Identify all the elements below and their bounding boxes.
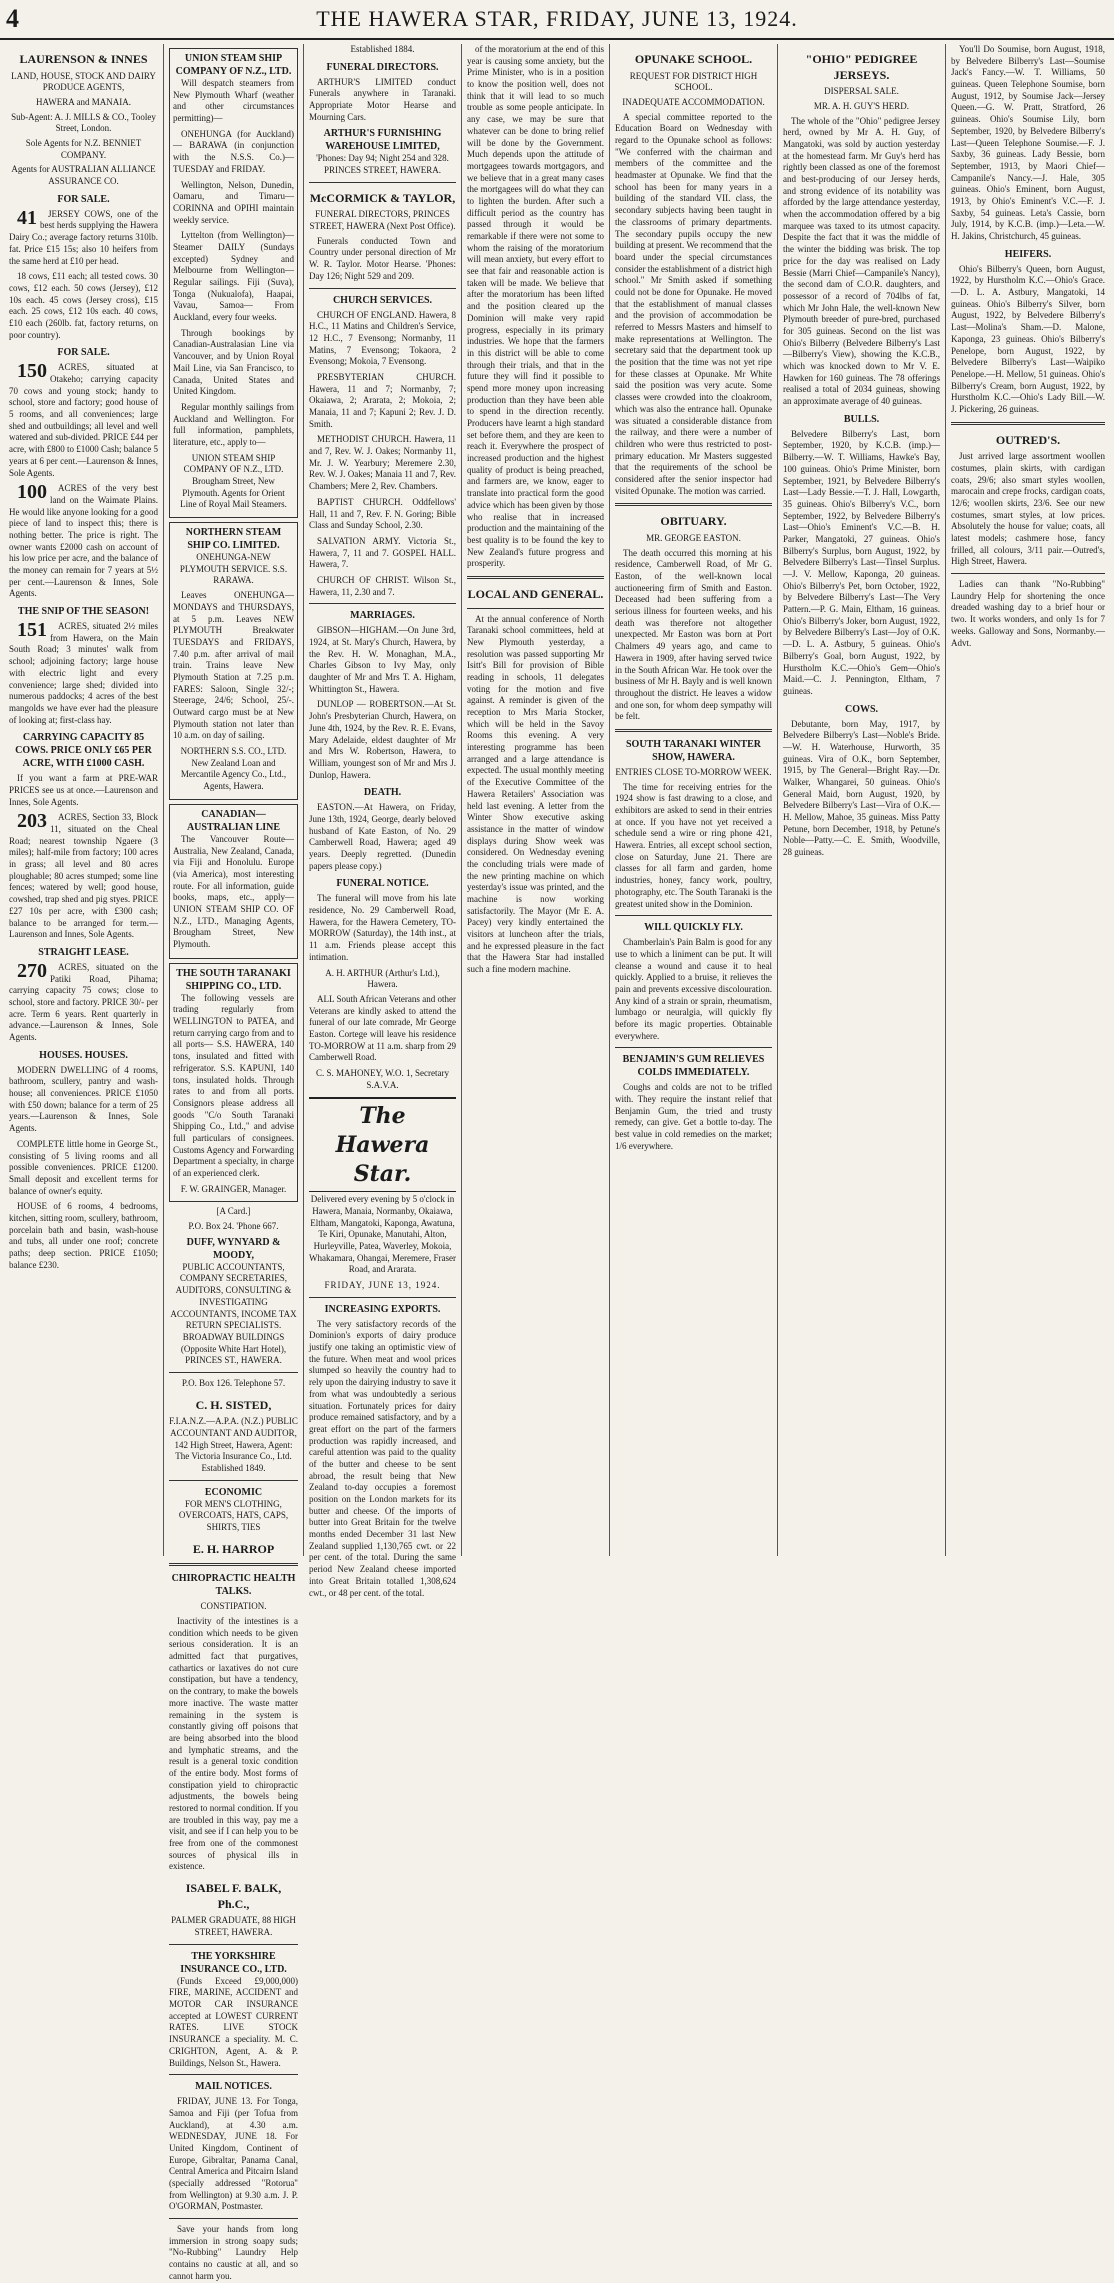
straight-lease-heading: STRAIGHT LEASE.	[38, 946, 129, 958]
divider	[169, 2074, 298, 2075]
ad-route: ONEHUNGA-NEW PLYMOUTH SERVICE. S.S. RARAWA.	[179, 552, 288, 586]
church-presbyterian: PRESBYTERIAN CHURCH. Hawera, 11 and 7; Normanby, 7; Okaiawa, 2; Ararata, 2; Mokoia, 2; Manaia, 11 and 7; Kapuni 2; Rev. J. D. Smith.	[309, 371, 456, 429]
arthurs-body: ARTHUR'S LIMITED conduct Funerals anywhere in Taranaki. Appropriate Motor Hearse and Mourning Cars.	[309, 76, 456, 122]
winter-show-subheading: ENTRIES CLOSE TO-MORROW WEEK.	[615, 766, 772, 777]
agents-australian: Agents for AUSTRALIAN ALLIANCE ASSURANCE CO.	[11, 164, 156, 187]
listing-text: JERSEY COWS, one of the best herds supplying the Hawera Dairy Co.; average factory returns 310lb. fat. Price £15 15s; also 10 heifers from the same herd at £10 per head.	[9, 208, 158, 266]
divider	[951, 422, 1105, 425]
ad-title: CANADIAN—AUSTRALIAN LINE	[186, 808, 281, 833]
marriage-notice: DUNLOP — ROBERTSON.—At St. John's Presbyterian Church, Hawera, on June 4th, 1924, by the Rev. R. E. Evans, Mary Adelaide, eldest daughter of Mr and Mrs W. Robertson, Hawera, to William, youngest son of Mr and Mrs J. Dunlop, Hawera.	[309, 699, 456, 780]
sole-agents: Sole Agents for N.Z. BENNIET COMPANY.	[25, 138, 142, 160]
balk-body: PALMER GRADUATE, 88 HIGH STREET, HAWERA.	[171, 1915, 296, 1937]
arthurs-phone: 'Phones: Day 94; Night 254 and 328. PRINCES STREET, HAWERA.	[316, 153, 449, 176]
opunake-body: A special committee reported to the Education Board on Wednesday with regard to the Opunake school as follows: "We conferred with the chairman and members of the committee and the headmaster at Opunake. We find that the school has been for many years in a building of the standard VII. class, the secondary subjects having been taught in the classrooms of primary departments. The secondary pupils occupy the new building at present. We recommend that the board under the special circumstances consider the establishment of a district high school." Mr Smith asked if something could not be done for Opunake. He moved that the establishment of manual classes and the provision of accommodation be referred to Messrs Masters and himself to make representations at Wellington. The secretary said that the department took up the position that the time was not yet ripe for these classes at Opunake. Mr White said the position was very acute. Some classes were crowded into the cloakroom, which was also the entrance hall. Opunake was situated a considerable distance from the railway, and there were a number of children who were thus restricted to post-primary education. Mr Masters suggested that the requirements of the school be considered after the senior inspector had visited Opunake. The motion was carried.	[615, 111, 772, 496]
star-delivery: Delivered every evening by 5 o'clock in Hawera, Manaia, Normanby, Okaiawa, Eltham, Mangatoki, Kaponga, Awatuna, Te Kiri, Opunake, Manutahi, Alton, Hurleyville, Patea, Waverley, Mokoia, Whakamara, Ohangai, Meremere, Fraser Road, and Ararata.	[309, 1194, 456, 1275]
established: Established 1884.	[350, 44, 415, 54]
bulls-heading: BULLS.	[843, 413, 880, 425]
church-of-christ: CHURCH OF CHRIST. Wilson St., Hawera, 11, 2.30 and 7.	[309, 574, 456, 597]
ad-onehunga: ONEHUNGA (for Auckland)— BARAWA (in conjunction with the N.S.S. Co.)— TUESDAY and FRIDAY.	[173, 128, 294, 174]
ohio-subheading-2: MR. A. H. GUY'S HERD.	[813, 100, 910, 111]
sisted-body: F.I.A.N.Z.—A.P.A. (N.Z.) PUBLIC ACCOUNTANT AND AUDITOR, 142 High Street, Hawera, Agent: The Victoria Insurance Co., Ltd. Established 1849.	[169, 1416, 298, 1473]
houses-heading: HOUSES. HOUSES.	[39, 1049, 128, 1061]
listing-number: 41	[17, 206, 37, 229]
funeral-notice-heading: FUNERAL NOTICE.	[336, 878, 429, 890]
local-general-body: At the annual conference of North Taranaki school committees, held at New Plymouth yesterday, a resolution was passed supporting Mr Isitt's Bill for provision of Bible reading in schools, 11 delegates voting for the motion and five against. A reminder is given of the reception to Mrs Maria Stocker, which will be held in the Savoy Rooms this evening. A very interesting programme has been arranged and a large attendance is expected. The usual monthly meeting of the Executive Committee of the Hawera Retailers' Association was held last evening. A letter from the Winter Show executive asking assistance in the matter of window displays during Show week was considered. On Wednesday evening the concluding trials were made of the new printing machine on which yesterday's issue was printed, and the machine is now working satisfactorily. The Mayor (Mr E. A. Pacey) very kindly entertained the visitors at luncheon after the trials, and he expressed pleasure in the fact that the Hawera Star had installed such a fine modern machine.	[467, 613, 604, 975]
listing-151	[9, 621, 158, 726]
ad-wellington: Wellington, Nelson, Dunedin, Oamaru, and Timaru— CORINNA and OPIHI maintain weekly service.	[173, 179, 294, 225]
po-box-1: P.O. Box 24. 'Phone 667.	[188, 1221, 279, 1232]
divider	[169, 1480, 298, 1481]
funeral-notice-body: The funeral will move from his late residence, No. 29 Camberwell Road, Hawera, for the Hawera Cemetery, TO-MORROW (Saturday), the 14th inst., at 11 a.m. Friends please accept this intimation.	[309, 893, 456, 962]
bulls-body: Belvedere Bilberry's Last, born September, 1920, by K.C.B. (imp.)—Bilberry.—W. T. Williams, Hawke's Bay, 100 guineas. Ohio's Prime Minister, born September, 1921, by Belvedere Bilberry's Last—Lady Bessie.—T. J. Hall, Lowgarth, 35 guineas. Ohio's Bilberry's V.C., born September, 1922, by Belvedere Bilberry's Last—Ohio's Eminent's V.C.—B. H. Parker, Mangatoki, 27 guineas. Ohio's Bilberry's Surplus, born August, 1922, by Belvedere Bilberry's Last—Tinsel Surplus.—J. V. Mellow, Kaponga, 20 guineas. Ohio's Bilberry's Pet, born October, 1922, by Belvedere Bilberry's Last—The Very Pattern.—P. G. Main, Eltham, 16 guineas. Ohio's Bilberry's Joker, born August, 1922, by Belvedere Bilberry's Last—Joy of O.K.—D. L. A. Astbury, 5 guineas. Ohio's Bilberry's Goal, born August, 1922, by Hurstholm K.C.—Ohio's Gem—Ohio's Maid.—C. J. Pennington, Eltham, 7 guineas.	[783, 428, 940, 696]
divider	[309, 182, 456, 183]
heifers-heading: HEIFERS.	[1004, 248, 1052, 260]
listing-203	[9, 812, 158, 941]
divider	[169, 2218, 298, 2219]
church-england: CHURCH OF ENGLAND. Hawera, 8 H.C., 11 Matins and Children's Service, 12 H.C., 7 Evensong; Normanby, 11 Matins, 7 Evensong; Tokaora, 2 Evensong; Mokoia, 7 Evensong.	[309, 309, 456, 367]
obituary-subheading: MR. GEORGE EASTON.	[646, 532, 741, 543]
opunake-subheading-2: INADEQUATE ACCOMMODATION.	[622, 96, 765, 107]
ad-manager: F. W. GRAINGER, Manager.	[180, 1183, 287, 1194]
listing-number: 203	[17, 810, 47, 833]
duff-wynyard-body: PUBLIC ACCOUNTANTS, COMPANY SECRETARIES, AUDITORS, CONSULTING & INVESTIGATING ACCOUNTANTS, INCOME TAX RETURN SPECIALISTS. BROADWAY BUILDINGS (Opposite White Hart Hotel), PRINCES ST., HAWERA.	[170, 1261, 297, 1366]
obituary-heading: OBITUARY.	[660, 514, 727, 529]
listing-number: 100	[17, 481, 47, 504]
mail-notices-body: FRIDAY, JUNE 13. For Tonga, Samoa and Fiji (per Tofua from Auckland), at 4.30 a.m. WEDNESDAY, JUNE 18. For United Kingdom, Continent of Europe, Gibraltar, Panama Canal, Central America and Pitcairn Island (specially addressed "Rotorua" from Wellington) at 9.30 a.m. J. P. O'GORMAN, Postmaster.	[169, 2096, 298, 2212]
sub-agent: Sub-Agent: A. J. MILLS & CO., Tooley Street, London.	[11, 111, 156, 134]
listing-text: ACRES, Section 33, Block 11, situated on the Cheal Road; nearest township Ngaere (3 miles); half-mile from factory; 100 acres in grass; all level and 80 acres ploughable; 80 acres stumped; some line fences; watered by well; good house, cowshed, trap shed and pig styes. PRICE £27 10s per acre, with £300 cash; balance to be arranged for term.—Laurenson and Innes, Sole Agents.	[9, 812, 158, 940]
for-sale-heading-1: FOR SALE.	[57, 193, 110, 205]
listing-270	[9, 959, 158, 1044]
yorkshire-body: (Funds Exceed £9,000,000) FIRE, MARINE, ACCIDENT and MOTOR CAR INSURANCE accepted at LOWEST CURRENT RATES. LIVE STOCK INSURANCE a speciality. M. C. CRIGHTON, Agent, A. & P. Buildings, Nelson St., Hawera.	[169, 1975, 298, 2068]
cows-continued: You'll Do Soumise, born August, 1918, by Belvedere Bilberry's Last—Soumise Jack's Fancy.—W. T. Williams, 50 guineas. Queen Telephone Soumise, born August, 1912, by Soumise Jack—Jersey Queen.—G. W. Pratt, Stratford, 26 guineas. Ohio's Soumise Lily, born September, 1920, by Belvedere Bilberry's Last—Queen Telephone Soumise.—F. J. Saxby, 36 guineas. Lady Bessie, born September, 1913, by Maori Chief—Campanile's Nancy.—J. Hale, 305 guineas. Ohio's Eminent, born August, 1913, by Ohio's Eminent's V.C.—F. J. Saxby, 54 guineas. Leta's Cassie, born July, 1914, by K.C.B. (imp.)—Leta.—W. H. Jakins, Christchurch, 45 guineas.	[951, 44, 1105, 241]
firm-name: LAURENSON & INNES	[19, 52, 148, 66]
listing-text: ACRES, situated 2½ miles from Hawera, on the Main South Road; 3 minutes' walk from school; adjoining factory; large house with electric light and every convenience; large shed; divided into numerous paddocks; 4 acres of the best mangolds we have ever had the pleasure of looking at; first-class hay.	[9, 621, 158, 725]
divider	[309, 1297, 456, 1298]
ad-title: UNION STEAM SHIP COMPANY OF N.Z., LTD.	[175, 53, 292, 77]
newspaper-columns	[4, 44, 1110, 2281]
house-listing-3: HOUSE of 6 rooms, 4 bedrooms, kitchen, sitting room, scullery, bathroom, porcelain bath and basin, wash-house and tubs, all under one roof; concrete paths; deep section. PRICE £1050; balance £230.	[9, 1201, 158, 1270]
harrop-name: E. H. HARROP	[192, 1541, 275, 1556]
divider	[615, 1047, 772, 1048]
column-1	[4, 44, 164, 1556]
exports-body: The very satisfactory records of the Dominion's exports of dairy produce justify one taking an optimistic view of the future. When meat and wool prices slumped so heavily the country had to rely upon the dairying industry to save it from what was undoubtedly a serious situation. Fortunately prices for dairy produce remained satisfactory, and by a great effort on the part of the farmers production was rapidly increased, and careful attention was paid to the quality of the butter and cheese to be sent abroad, the result being that New Zealand to-day occupies a foremost position on the London markets for its butter and cheese. Of the imports of butter into Great Britain for the twelve months ended December 31 last New Zealand supplied 1,130,765 cwt. or 22 per cent. of the total. During the same period New Zealand cheese imported into Great Britain totalled 1,308,624 cwt., or 48 per cent. of the total.	[309, 1318, 456, 1598]
mail-notices-title: MAIL NOTICES.	[195, 2081, 272, 2093]
outreds-body: Just arrived large assortment woollen costumes, plain skirts, with cardigan coats, 29/6; also smart styles woollen, marocain and crepe frocks, cardigan coats, 12/6; woollen skirts, 23/6. See our new costumes, smart styles, at low prices. Absolutely the house for value; coats, all latest models; cashmere hose, fancy frilled, all colours, 3/11 pair.—Outred's, High Street, Hawera.	[951, 451, 1105, 567]
funeral-directors-heading: FUNERAL DIRECTORS.	[326, 61, 439, 73]
listing-text: ACRES, situated at Otakeho; carrying capacity 70 cows and young stock; handy to school, store and factory; good house of 5 rooms, and all conveniences; large shed and outbuildings; all level and well watered and sub-divided. PRICE £44 per acre, with £800 to £1000 Cash; balance 5 years at 6 per cent.—Laurenson & Innes, Sole Agents.	[9, 362, 158, 478]
ad-body: Leaves ONEHUNGA— MONDAYS and THURSDAYS, at 5 p.m. Leaves NEW PLYMOUTH Breakwater TUESDAYS and FRIDAYS, 7.40 p.m. after arrival of mail train. Trains leave New Plymouth Station at 7.25 p.m. FARES: Saloon, Single 32/-; Steerage, 24/6; School, 25/-. Outward cargo must be at New Plymouth station not later than 10 a.m. on day of sailing.	[173, 590, 294, 741]
yorkshire-title: THE YORKSHIRE INSURANCE CO., LTD.	[180, 1950, 287, 1975]
church-services-heading: CHURCH SERVICES.	[332, 294, 433, 306]
benjamins-gum-body: Coughs and colds are not to be trifled with. They require the instant relief that Benjamin Gum, the tried and trusty remedy, can give. Get a bottle to-day. The best value in cold remedies on the market; 1/6 everywhere.	[615, 1082, 772, 1151]
divider	[467, 576, 604, 579]
divider	[309, 603, 456, 604]
moratorium-editorial: of the moratorium at the end of this year is causing some anxiety, but the Prime Minister, who is in a position to know the position well, does not think that it will lead to so much trouble as some people anticipate. In any case, we may be sure that whatever can be done to bring relief will be done by the Government. Much depends upon the attitude of mortgagees towards mortgagors, and we believe that in a great many cases the mortgagees will do what they can to lighten the burden. After such a difficult period as the country has passed through it would be remarkable if there were not some to whom the raising of the moratorium will mean anxiety, but every effort to see that fair and reasonable action is taken will be made. We believe that after the moratorium has been lifted and the position cleared up the Dominion will make very rapid progress, especially in its primary industries. We hope that the farmers in this district will be able to come through their trials, and that in the future they will find it possible to spend more money upon increasing production than they have been able to spend in the direction recently. Producers have learnt a high standard set before them, and they are keen to reach it. Everywhere the prospect of increased production and the highest quality of product is being preached, and farmers are, we know, eager to translate into practical form the good advice which has been given by those who realise that in increased production and the maintaining of the best quality is to be found the key to New Zealand's future progress and prosperity.	[467, 44, 604, 569]
column-6	[778, 44, 946, 1556]
snip-heading: THE SNIP OF THE SEASON!	[17, 606, 150, 618]
ohio-jerseys-heading: "OHIO" PEDIGREE JERSEYS.	[805, 52, 918, 82]
ad-lyttelton: Lyttelton (from Wellington)— Steamer DAILY (Sundays excepted) Sydney and Melbourne from Wellington—Regular sailings. Fiji (Suva), Tonga (Nukualofa), Haapai, Vavau, Samoa— From Auckland, every four weeks.	[173, 230, 294, 323]
house-listing-1: MODERN DWELLING of 4 rooms, bathroom, scullery, pantry and wash-house; all conveniences. PRICE £1050 with £50 down; balance for a term of 25 years.—Laurenson & Innes, Sole Agents.	[9, 1064, 158, 1134]
ad-address: UNION STEAM SHIP COMPANY OF N.Z., LTD. Brougham Street, New Plymouth. Agents for Orient Line of Royal Mail Steamers.	[180, 452, 287, 510]
column-5	[610, 44, 778, 1556]
masthead	[0, 0, 1114, 40]
economic-title: ECONOMIC	[204, 1486, 263, 1498]
chiropractic-body: Inactivity of the intestines is a condition which needs to be given serious consideration. It is an admitted fact that purgatives, cathartics or laxatives do not cure constipation, but have a tendency, on the contrary, to make the bowels more inactive. The waste matter remaining in the system is constantly giving off poisons that are being absorbed into the blood and lymphatic streams, and the result is a general toxic condition of the entire body. Most forms of constipation yield to chiropractic adjustments, the bowels being restored to normal condition. If you are troubled in this way, pay me a visit, and see if I can help you to be free from one of the commonest sources of physical ills in existence.	[169, 1616, 298, 1872]
listing-number: 270	[17, 959, 47, 982]
column-3	[304, 44, 462, 1598]
no-rubbing-notice: Ladies can thank "No-Rubbing" Laundry Help for shortening the once dreaded washing day to a brief hour or two. It works wonders, and only 1s for 7 weeks. Galloway and Sons, Normanby.—Advt.	[951, 579, 1105, 648]
card-label: [A Card.]	[216, 1206, 251, 1217]
divider	[467, 608, 604, 609]
opunake-heading: OPUNAKE SCHOOL.	[634, 52, 753, 66]
ad-title: NORTHERN STEAM SHIP CO. LIMITED.	[185, 527, 282, 552]
marriage-notice: GIBSON—HIGHAM.—On June 3rd, 1924, at St. Mary's Church, Hawera, by the Rev. H. W. Monaghan, M.A., Charles Gibson to Ivy May, only daughter of Mr and Mrs T. A. Higham, Whittington St., Hawera.	[309, 625, 456, 694]
listing-100	[9, 483, 158, 600]
ad-regular: Regular monthly sailings from Auckland and Wellington. For full information, pamphlets, literature, etc., apply to—	[173, 401, 294, 447]
church-salvation-army: SALVATION ARMY. Victoria St., Hawera, 7, 11 and 7. GOSPEL HALL. Hawera, 7.	[309, 535, 456, 570]
divider	[169, 1563, 298, 1566]
balk-title: ISABEL F. BALK, Ph.C.,	[185, 1881, 282, 1911]
divider	[615, 729, 772, 732]
winter-show-heading: SOUTH TARANAKI WINTER SHOW, HAWERA.	[625, 738, 762, 763]
mccormick-title: McCORMICK & TAYLOR,	[309, 190, 456, 205]
column-2	[164, 44, 304, 2281]
hawera-star-logo: The Hawera Star.	[309, 1097, 456, 1192]
ad-body: Will despatch steamers from New Plymouth Wharf (weather and other circumstances permitting)—	[173, 78, 294, 124]
heifers-body: Ohio's Bilberry's Queen, born August, 1922, by Hurstholm K.C.—Ohio's Grace.—D. L. A. Astbury, Mangatoki, 14 guineas. Ohio's Bilberry's Silver, born August, 1922, by Belvedere Bilberry's Last—Molina's Sham.—D. Malone, Kaponga, 23 guineas. Ohio's Bilberry's Penelope, born August, 1922, by Belvedere Bilberry's Last—Waipiko Penelope.—H. Mellow, 51 guineas. Ohio's Bilberry's Cream, born August, 1922, by Hurstholm K.C.—Ohio's Lady Bill.—W. J. Pickering, 26 guineas.	[951, 263, 1105, 414]
arthurs-title: ARTHUR'S FURNISHING WAREHOUSE LIMITED,	[323, 128, 442, 153]
divider	[615, 915, 772, 916]
divider	[951, 573, 1105, 574]
church-baptist: BAPTIST CHURCH. Oddfellows' Hall, 11 and 7, Rev. F. N. Goring; Bible Class and Sunday School, 2.30.	[309, 496, 456, 531]
listing-number: 150	[17, 360, 47, 383]
funeral-notice-sign: A. H. ARTHUR (Arthur's Ltd.), Hawera.	[325, 967, 440, 990]
pain-balm-heading: WILL QUICKLY FLY.	[644, 922, 743, 934]
duff-wynyard-title: DUFF, WYNYARD & MOODY,	[186, 1236, 281, 1261]
house-listing-2: COMPLETE little home in George St., consisting of 5 living rooms and all possible conveniences. PRICE £1200. Small deposit and excellent terms for balance of owner's equity.	[9, 1138, 158, 1196]
newspaper-title: THE HAWERA STAR, FRIDAY, JUNE 13, 1924.	[316, 6, 798, 31]
listing-text: ACRES, situated on the Patiki Road, Pihama; carrying capacity 75 cows; close to school, store and factory. PRICE 30/- per acre. Term 6 years. Rent quarterly in advance.—Laurenson & Innes, Sole Agents.	[9, 961, 158, 1043]
divider	[169, 1372, 298, 1373]
listing-41-list: 18 cows, £11 each; all tested cows. 30 cows, £12 each. 50 cows (Jersey), £12 10s each. 45 cows (Jersey cross), £15 each. 25 cows, £12 10s each. 40 cows, £10 each (260lb. fat, factory returns, on poor country).	[9, 271, 158, 340]
listing-text: ACRES of the very best land on the Waimate Plains. He would like anyone looking for a good piece of land to inspect this; there is nothing better. The price is right. The owner wants £2000 cash on account of his low price per acre, and the balance of the money can remain for 7 years at 5½ per cent.—Laurenson & Innes, Sole Agents.	[9, 483, 158, 599]
ad-agents: NORTHERN S.S. CO., LTD. New Zealand Loan and Mercantile Agency Co., Ltd., Agents, Hawera.	[180, 746, 287, 792]
page-number: 4	[6, 4, 19, 33]
mccormick-body: FUNERAL DIRECTORS, PRINCES STREET, HAWERA (Next Post Office).	[309, 209, 456, 232]
union-steam-ship-ad	[169, 48, 298, 518]
listing-150	[9, 362, 158, 479]
ad-title: THE SOUTH TARANAKI SHIPPING CO., LTD.	[176, 967, 291, 992]
firm-subtitle: LAND, HOUSE, STOCK AND DAIRY PRODUCE AGENTS,	[11, 70, 156, 93]
column-7	[946, 44, 1110, 1556]
mccormick-note: Funerals conducted Town and Country under personal direction of Mr W. R. Taylor. Motor Hearse. 'Phones: Day 126; Night 529 and 209.	[309, 235, 456, 281]
ad-body: The following vessels are trading regularly from WELLINGTON to PATEA, and return carrying cargo from and to all ports— S.S. HAWERA, 140 tons, insulated and fitted with refrigerator. S.S. KAPUNI, 140 tons, insulated holds. Through rates to and from all ports. Consignors please address all goods "C/o South Taranaki Shipping Co., Ltd.," and advise full particulars of consignees. Customs Agency and Forwarding Department a specialty, in charge of an experienced clerk.	[173, 992, 294, 1178]
death-notice: EASTON.—At Hawera, on Friday, June 13th, 1924, George, dearly beloved husband of Kate Easton, of No. 29 Camberwell Road, Hawera; aged 49 years. Deeply regretted. (Dunedin papers please copy.)	[309, 802, 456, 871]
for-sale-heading-2: FOR SALE.	[57, 347, 110, 359]
editorial-dateline: FRIDAY, JUNE 13, 1924.	[324, 1280, 441, 1290]
opunake-subheading: REQUEST FOR DISTRICT HIGH SCHOOL.	[629, 70, 758, 93]
local-general-heading: LOCAL AND GENERAL.	[467, 586, 604, 601]
pain-balm-body: Chamberlain's Pain Balm is good for any use to which a liniment can be put. It will cleanse a wound and cause it to heal quickly. Applied to a bruise, it relieves the pain and prevents excessive discolouration. Any kind of a strain or sprain, rheumatism, lumbago or neuralgia, will quickly fly before its magic properties. Obtainable everywhere.	[615, 937, 772, 1041]
outreds-heading: OUTRED'S.	[995, 432, 1061, 447]
veterans-notice-sign: C. S. MAHONEY, W.O. 1, Secretary S.A.V.A.	[315, 1068, 450, 1090]
death-heading: DEATH.	[363, 787, 402, 799]
marriages-heading: MARRIAGES.	[350, 610, 415, 622]
carrying-capacity: CARRYING CAPACITY 85 COWS. PRICE ONLY £65 PER ACRE, WITH £1000 CASH.	[15, 732, 152, 770]
no-rubbing-ad: Save your hands from long immersion in strong soapy suds; "No-Rubbing" Laundry Help contains no caustic at all, and so cannot harm you.	[169, 2224, 298, 2281]
firm-place: HAWERA and MANAIA.	[35, 96, 132, 107]
obituary-body: The death occurred this morning at his residence, Camberwell Road, of Mr G. Easton, of the well-known local auctioneering firm of Smith and Easton. Deceased had been suffering from a serious illness for fourteen weeks, and his death was therefore not altogether unexpected. Mr Easton was born at Port Chalmers 49 years ago, and came to Hawera in 1909, after having served twice in the South African War. He took over the business of Mr H. Bayly and is well known throughout the district. He leaves a widow and one son, for whom deep sympathy will be felt.	[615, 547, 772, 722]
chiropractic-title: CHIROPRACTIC HEALTH TALKS.	[171, 1573, 296, 1598]
ohio-subheading: DISPERSAL SALE.	[824, 86, 899, 97]
divider	[169, 1944, 298, 1945]
church-methodist: METHODIST CHURCH. Hawera, 11 and 7, Rev. W. J. Oakes; Normanby 11, Mr. J. W. Yearbury; Meremere 2.30, Rev. W. J. Oakes; Manaia 11 and 7, Rev. Chambers; Mere 2, Rev. Chambers.	[309, 434, 456, 492]
column-4	[462, 44, 610, 1556]
listing-number: 151	[17, 619, 47, 642]
canadian-line-ad	[169, 804, 298, 959]
sisted-title: C. H. SISTED,	[195, 1397, 272, 1412]
benjamins-gum-heading: BENJAMIN'S GUM RELIEVES COLDS IMMEDIATELY.	[622, 1054, 765, 1079]
ad-through: Through bookings by Canadian-Australasian Line via Vancouver, and by Union Royal Mail Line, via San Francisco, to Canada, United States and United Kingdom.	[173, 327, 294, 397]
ohio-body: The whole of the "Ohio" pedigree Jersey herd, owned by Mr A. H. Guy, of Mangatoki, was sold by auction yesterday at the homestead farm. Mr Guy's herd has rightly been classed as one of the foremost and best-producing of our Jersey herds, and strong evidence of its notability was afforded by the large attendance yesterday, when the accommodation offered by a big marquee was taxed to its utmost capacity. Despite the fact that it was the middle of the winter the bidding was brisk. The top price for the day was realised on Lady Bessie (Marri Chief—Campanile's Nancy), the second dam of C.O.R. daughters, and possessor of a record of 704lbs of fat, which Mr John Hale, the well-known New Plymouth breeder of pure-bred, purchased for 305 guineas. Second on the list was Ohio's Bilberry (Belvedere Bilberry's Last—Bilberry's View), showing the K.C.B., which was knocked down to Mr V. E. Hawken for 160 guineas. The 78 offerings realised a total of 2034 guineas, showing an approximate average of 40 guineas.	[783, 115, 940, 407]
ad-body: The Vancouver Route—Australia, New Zealand, Canada, via Fiji and Honolulu. Europe (via America), most interesting route. For all information, guide books, maps, etc., apply— UNION STEAM SHIP CO. OF N.Z., LTD., Managing Agents, Brougham Street, New Plymouth.	[173, 833, 294, 949]
chiropractic-subtitle: CONSTIPATION.	[200, 1601, 267, 1612]
winter-show-body: The time for receiving entries for the 1924 show is fast drawing to a close, and exhibitors are asked to send in their entries at once. If you have not yet received a schedule send a wire or ring phone 421, Hawera. Entries, all except school section, close on Saturday, June 21. There are classes for all farm and garden, home industries, honey, fancy work, poultry, photography, etc. The South Taranaki is the greatest united show in the Dominion.	[615, 781, 772, 909]
economic-body: FOR MEN'S CLOTHING, OVERCOATS, HATS, CAPS, SHIRTS, TIES	[178, 1498, 289, 1533]
carrying-note: If you want a farm at PRE-WAR PRICES see us at once.—Laurenson and Innes, Sole Agents.	[9, 773, 158, 807]
exports-heading: INCREASING EXPORTS.	[324, 1303, 441, 1315]
south-taranaki-shipping-ad	[169, 963, 298, 1203]
listing-41	[9, 206, 158, 267]
divider	[615, 503, 772, 506]
veterans-notice: ALL South African Veterans and other Veterans are kindly asked to attend the funeral of our late comrade, Mr George Easton. Cortege will leave his residence TO-MORROW at 11 a.m. sharp from 29 Camberwell Road.	[309, 993, 456, 1063]
northern-steam-ship-ad	[169, 522, 298, 800]
divider	[309, 288, 456, 289]
cows-heading: COWS.	[844, 703, 879, 715]
po-box-2: P.O. Box 126. Telephone 57.	[181, 1377, 286, 1388]
cows-body: Debutante, born May, 1917, by Belvedere Bilberry's Last—Noble's Bride.—W. H. Waterhouse, Hurworth, 35 guineas. Vira of O.K., born September, 1915, by The General—Bright Ray.—Dr. Walker, Whangarei, 50 guineas. Ohio's General Maid, born August, 1920, by Belvedere Bilberry's Last—Vira of O.K.—H. Mellow, Mahoe, 35 guineas. Miss Patty Petune, born December, 1918, by Petune's Noble—Patty.—C. E. Smith, Woodville, 28 guineas.	[783, 718, 940, 858]
